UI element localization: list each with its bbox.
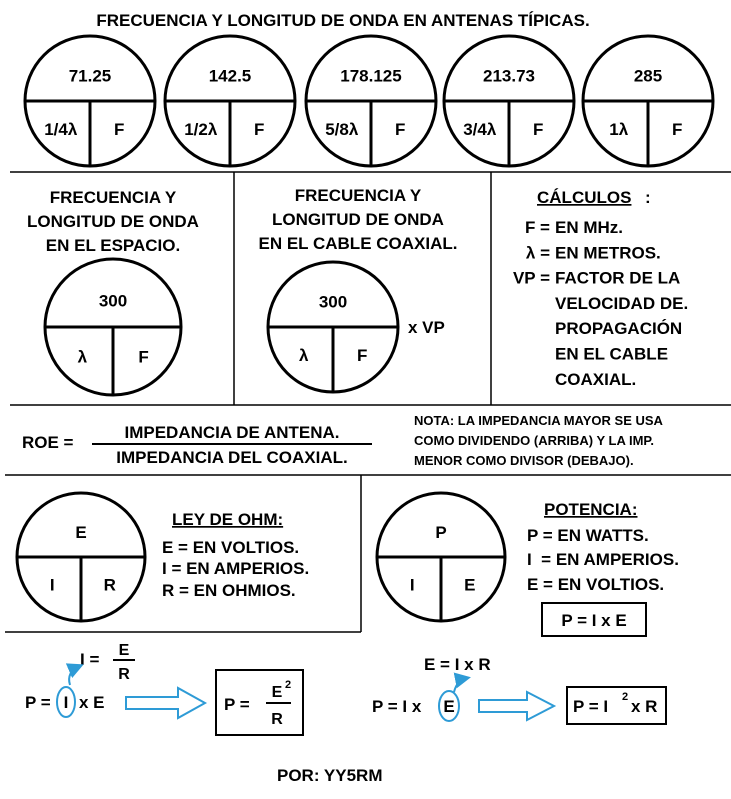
deriv1-base-pre: P = <box>25 693 51 712</box>
space-circle-top: 300 <box>98 291 128 311</box>
calculos-text: PROPAGACIÓN <box>555 319 683 339</box>
roe-label: ROE = <box>22 433 74 452</box>
calculos-symbol: F = <box>524 218 550 237</box>
coax-section <box>259 186 458 392</box>
deriv1-curved-arrow <box>69 666 80 685</box>
potencia-line-2: I = EN AMPERIOS. <box>527 550 679 569</box>
calculos-colon: : <box>645 188 651 207</box>
roe-numerator: IMPEDANCIA DE ANTENA. <box>124 423 340 442</box>
deriv1-base-post: x E <box>79 693 105 712</box>
calculos-lines <box>513 218 688 389</box>
coax-circle-top: 300 <box>318 292 348 312</box>
deriv1-result-num: E <box>271 684 283 701</box>
ohm-circle-top: E <box>75 522 87 542</box>
roe-note-1: NOTA: LA IMPEDANCIA MAYOR SE USA <box>414 413 663 428</box>
roe-note-2: COMO DIVIDENDO (ARRIBA) Y LA IMP. <box>414 433 655 448</box>
author: POR: YY5RM <box>277 766 383 785</box>
antenna-circle-3-right: F <box>533 119 544 139</box>
calculos-section <box>513 188 688 389</box>
deriv2-curved-arrow <box>454 678 467 692</box>
deriv1-result-den: R <box>271 711 283 728</box>
ohm-line-1: E = EN VOLTIOS. <box>162 538 300 557</box>
calculos-text: COAXIAL. <box>555 369 637 389</box>
ohm-line-2: I = EN AMPERIOS. <box>162 559 310 578</box>
coax-heading-1: FRECUENCIA Y <box>294 186 422 205</box>
deriv2-result-exp: 2 <box>622 691 629 703</box>
antenna-circle-3-left: 3/4λ <box>463 119 497 139</box>
potencia-heading: POTENCIA: <box>544 500 638 519</box>
coax-heading-2: LONGITUD DE ONDA <box>272 210 444 229</box>
antenna-circle-0-right: F <box>114 119 125 139</box>
antenna-circle-3-top: 213.73 <box>483 66 535 86</box>
space-circle-left: λ <box>77 347 88 367</box>
antenna-circle-0-left: 1/4λ <box>44 119 78 139</box>
ohm-circle <box>17 493 145 621</box>
derivation-1 <box>25 642 303 735</box>
space-section <box>27 188 199 395</box>
antenna-circle <box>165 36 295 166</box>
space-circle-right: F <box>138 347 149 367</box>
calculos-text: EN MHz. <box>555 218 623 237</box>
deriv1-sub-num: E <box>118 642 130 659</box>
ohm-line-3: R = EN OHMIOS. <box>162 581 296 600</box>
antenna-circle-2-left: 5/8λ <box>325 119 359 139</box>
deriv2-arrow <box>479 692 554 720</box>
calculos-text: VELOCIDAD DE. <box>555 293 689 313</box>
antenna-circle <box>25 36 155 166</box>
antenna-circle-2-top: 178.125 <box>340 66 402 86</box>
space-circle <box>45 259 181 395</box>
deriv1-base-circled: I <box>63 693 69 712</box>
antenna-circle-0-top: 71.25 <box>68 66 112 86</box>
ohm-circle-left: I <box>49 575 55 595</box>
deriv2-result-post: x R <box>631 697 658 716</box>
potencia-circle <box>377 493 505 621</box>
potencia-section <box>377 493 679 636</box>
derivation-2 <box>372 655 666 724</box>
deriv2-sub: E = I x R <box>424 655 491 674</box>
antenna-circle-4-right: F <box>672 119 683 139</box>
roe-denominator: IMPEDANCIA DEL COAXIAL. <box>116 448 348 467</box>
deriv1-result-exp: 2 <box>285 679 292 691</box>
coax-circle-right: F <box>357 345 368 365</box>
antenna-circle-4-left: 1λ <box>609 119 629 139</box>
deriv1-result-pre: P = <box>224 695 250 714</box>
space-heading-1: FRECUENCIA Y <box>49 188 177 207</box>
calculos-heading: CÁLCULOS <box>537 188 632 207</box>
coax-circle-left: λ <box>299 345 309 365</box>
calculos-symbol: λ = <box>525 243 550 263</box>
potencia-line-3: E = EN VOLTIOS. <box>527 575 665 594</box>
antenna-circle <box>444 36 574 166</box>
space-heading-2: LONGITUD DE ONDA <box>27 212 199 231</box>
deriv1-arrow <box>126 688 205 718</box>
space-heading-3: EN EL ESPACIO. <box>45 236 181 255</box>
antenna-circle-4-top: 285 <box>633 66 663 86</box>
calculos-symbol: VP = <box>512 268 550 288</box>
deriv1-sub-lhs: I = <box>80 650 100 669</box>
ohm-section <box>17 493 309 621</box>
antenna-circle-1-right: F <box>254 119 265 139</box>
antenna-circle-1-left: 1/2λ <box>184 119 218 139</box>
antenna-circles-row <box>25 36 713 166</box>
roe-note-3: MENOR COMO DIVISOR (DEBAJO). <box>414 453 634 468</box>
ohm-heading: LEY DE OHM: <box>172 510 284 529</box>
coax-circle <box>268 262 398 392</box>
ohm-circle-right: R <box>103 575 116 595</box>
antenna-circle <box>306 36 436 166</box>
roe-section <box>22 413 664 468</box>
title: FRECUENCIA Y LONGITUD DE ONDA EN ANTENAS TÍPICAS. <box>96 11 590 30</box>
calculos-text: EN METROS. <box>555 243 661 263</box>
deriv2-base-pre: P = I x <box>372 697 422 716</box>
deriv1-sub-den: R <box>118 666 130 683</box>
antenna-circle-2-right: F <box>395 119 406 139</box>
calculos-text: FACTOR DE LA <box>555 268 681 288</box>
potencia-circle-right: E <box>464 575 476 595</box>
deriv2-result-pre: P = I <box>573 697 609 716</box>
potencia-circle-top: P <box>435 522 447 542</box>
coax-heading-3: EN EL CABLE COAXIAL. <box>258 234 458 253</box>
calculos-text: EN EL CABLE <box>555 344 669 364</box>
potencia-formula: P = I x E <box>561 611 627 630</box>
deriv2-base-circled: E <box>443 697 455 716</box>
antenna-circle-1-top: 142.5 <box>208 66 252 86</box>
potencia-line-1: P = EN WATTS. <box>527 526 649 545</box>
antenna-circle <box>583 36 713 166</box>
potencia-circle-left: I <box>409 575 415 595</box>
coax-multiplier: x VP <box>408 318 445 337</box>
